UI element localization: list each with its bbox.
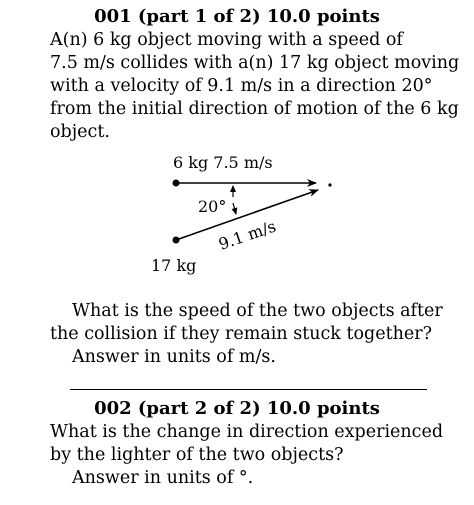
problem-2-statement <box>50 421 445 490</box>
angle-label: 20° <box>198 197 227 216</box>
statement-line: with a velocity of 9.1 m/s in a direction 20° <box>50 76 433 96</box>
separator-rule <box>70 389 427 390</box>
problem-1-question <box>50 300 445 369</box>
statement-line: by the lighter of the two objects? <box>50 445 344 465</box>
question-line: What is the speed of the two objects after <box>72 301 443 321</box>
statement-line: object. <box>50 122 110 142</box>
statement-line: What is the change in direction experienced <box>50 422 444 442</box>
statement-line: 7.5 m/s collides with a(n) 17 kg object moving <box>50 53 460 73</box>
statement-line: A(n) 6 kg object moving with a speed of <box>50 30 403 50</box>
velocity-17kg-label: 9.1 m/s <box>216 216 279 254</box>
question-line: the collision if they remain stuck together? <box>50 324 433 344</box>
diagram-label-top: 6 kg 7.5 m/s <box>173 153 273 172</box>
problem-1-heading: 001 (part 1 of 2) 10.0 points <box>94 6 380 27</box>
answer-units: Answer in units of °. <box>72 468 254 488</box>
angle-arrow-down <box>233 203 236 214</box>
problem-2-heading: 002 (part 2 of 2) 10.0 points <box>94 398 380 419</box>
answer-units: Answer in units of m/s. <box>72 347 276 367</box>
reference-dot <box>328 183 331 186</box>
diagram-label-bottom: 17 kg <box>151 256 197 275</box>
statement-line: from the initial direction of motion of the 6 kg <box>50 99 459 119</box>
